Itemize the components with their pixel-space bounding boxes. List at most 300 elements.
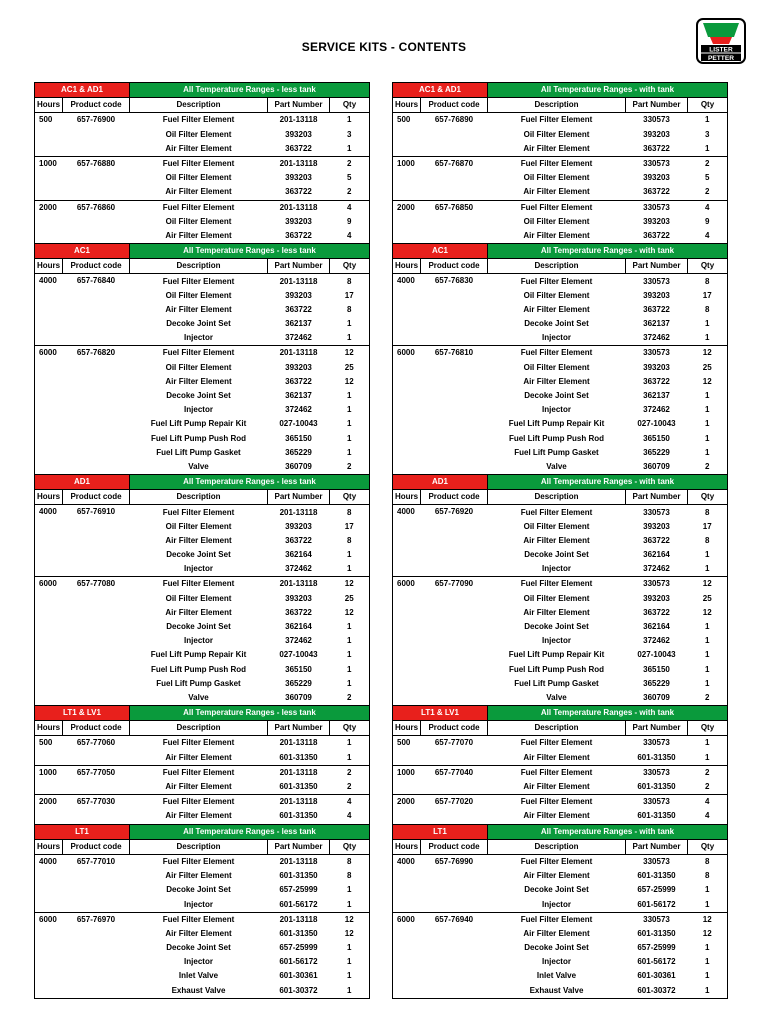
part-number-cell: 201-13118: [268, 156, 330, 171]
section-band: [393, 824, 728, 839]
qty-cell: 2: [330, 460, 370, 475]
temperature-range-label: All Temperature Ranges - less tank: [130, 475, 370, 490]
product-code-cell: 657-76990: [434, 856, 474, 866]
hours-header: Hours: [393, 839, 421, 854]
part-number-cell: 372462: [643, 636, 670, 646]
description-cell: Air Filter Element: [523, 535, 590, 545]
qty-cell: 8: [688, 505, 728, 520]
description-cell: Fuel Lift Pump Gasket: [156, 678, 241, 688]
description-cell: Oil Filter Element: [165, 521, 232, 531]
part-number-cell: 365150: [643, 664, 670, 674]
part-number-cell: 330573: [643, 507, 670, 517]
table-row: [35, 854, 370, 869]
description-cell: Air Filter Element: [523, 376, 590, 386]
qty-cell: 2: [688, 460, 728, 475]
part-number-header: Part Number: [268, 721, 330, 736]
description-cell: Fuel Filter Element: [130, 795, 268, 810]
page-title: SERVICE KITS - CONTENTS: [301, 40, 467, 54]
qty-cell: 1: [688, 897, 728, 912]
qty-cell: 1: [688, 142, 728, 157]
description-cell: Oil Filter Element: [523, 129, 590, 139]
part-number-cell: 362137: [285, 319, 312, 329]
part-number-cell: 201-13118: [268, 795, 330, 810]
description-cell: Air Filter Element: [523, 187, 590, 197]
part-number-cell: 365150: [285, 664, 312, 674]
description-cell: Oil Filter Element: [523, 362, 590, 372]
part-number-cell: 027-10043: [279, 650, 318, 660]
qty-cell: 17: [688, 289, 728, 303]
product-code-cell: 657-76940: [421, 912, 488, 998]
qty-cell: 1: [688, 620, 728, 634]
part-number-cell: 363722: [285, 187, 312, 197]
section-band: [35, 824, 370, 839]
part-number-cell: 362137: [285, 391, 312, 401]
qty-cell: 1: [688, 751, 728, 766]
part-number-cell: 362137: [643, 319, 670, 329]
qty-cell: 12: [688, 606, 728, 620]
qty-cell: 1: [688, 432, 728, 446]
qty-cell: 12: [688, 927, 728, 941]
column-header-row: [393, 839, 728, 854]
hours-cell: 2000: [35, 200, 63, 244]
part-number-cell: 027-10043: [279, 419, 318, 429]
part-number-cell: 027-10043: [637, 650, 676, 660]
part-number-cell: 027-10043: [637, 419, 676, 429]
part-number-cell: 601-30361: [279, 971, 318, 981]
description-cell: Air Filter Element: [523, 607, 590, 617]
qty-cell: 17: [688, 520, 728, 534]
part-number-cell: 362164: [643, 622, 670, 632]
description-header: Description: [130, 490, 268, 505]
qty-cell: 2: [330, 185, 370, 200]
qty-cell: 12: [688, 375, 728, 389]
part-number-cell: 201-13118: [268, 765, 330, 780]
logo-icon: [696, 18, 746, 64]
qty-cell: 9: [688, 215, 728, 229]
table-row: [393, 795, 728, 810]
part-number-cell: 601-56172: [637, 957, 676, 967]
hours-cell: 1000: [393, 156, 421, 200]
qty-cell: 1: [688, 113, 728, 128]
description-cell: Decoke Joint Set: [166, 943, 231, 953]
part-number-header: Part Number: [268, 259, 330, 274]
description-cell: Air Filter Element: [523, 143, 590, 153]
qty-cell: 4: [330, 200, 370, 215]
description-cell: Injector: [542, 564, 571, 574]
description-cell: Fuel Filter Element: [130, 765, 268, 780]
description-cell: Decoke Joint Set: [166, 391, 231, 401]
part-number-cell: 601-30372: [268, 984, 330, 999]
hours-cell: 6000: [393, 346, 421, 475]
table-row: [393, 505, 728, 520]
part-number-cell: 601-30361: [637, 971, 676, 981]
qty-cell: 1: [688, 562, 728, 577]
part-number-cell: 601-56172: [279, 899, 318, 909]
part-number-cell: 360709: [268, 691, 330, 706]
part-number-cell: 360709: [285, 461, 312, 471]
hours-cell: 4000: [35, 274, 63, 346]
description-cell: Exhaust Valve: [130, 984, 268, 999]
qty-cell: 1: [330, 883, 370, 897]
hours-cell: 2000: [393, 200, 421, 244]
product-code-cell: 657-76910: [76, 507, 116, 517]
part-number-cell: 601-31350: [279, 811, 318, 821]
part-number-cell: 365229: [285, 678, 312, 688]
description-cell: Exhaust Valve: [488, 984, 626, 999]
model-label: LT1: [35, 824, 130, 839]
part-number-cell: 363722: [285, 143, 312, 153]
qty-cell: 9: [330, 215, 370, 229]
product-code-header: Product code: [421, 839, 488, 854]
hours-cell: 4000: [393, 505, 421, 577]
qty-cell: 17: [330, 289, 370, 303]
qty-cell: 25: [688, 592, 728, 606]
qty-cell: 12: [688, 346, 728, 361]
qty-cell: 12: [330, 912, 370, 927]
qty-cell: 1: [688, 403, 728, 417]
temperature-range-label: All Temperature Ranges - with tank: [488, 706, 728, 721]
description-cell: Air Filter Element: [165, 187, 232, 197]
description-cell: Air Filter Element: [165, 871, 232, 881]
kit-table-lt-lv-less-tank: [34, 705, 370, 999]
table-row: [35, 156, 370, 171]
qty-cell: 1: [330, 331, 370, 346]
hours-cell: 500: [35, 113, 63, 157]
description-cell: Fuel Filter Element: [488, 795, 626, 810]
product-code-cell: 657-77090: [421, 577, 488, 706]
part-number-cell: 372462: [285, 636, 312, 646]
qty-cell: 1: [330, 736, 370, 751]
table-row: [393, 274, 728, 289]
qty-header: Qty: [330, 490, 370, 505]
column-header-row: [35, 721, 370, 736]
part-number-cell: 393203: [643, 362, 670, 372]
description-cell: Oil Filter Element: [523, 173, 590, 183]
model-label: AC1 & AD1: [35, 83, 130, 98]
qty-cell: 4: [330, 795, 370, 810]
description-cell: Fuel Lift Pump Gasket: [514, 678, 599, 688]
description-cell: Fuel Lift Pump Repair Kit: [150, 650, 247, 660]
qty-cell: 5: [330, 171, 370, 185]
description-cell: Air Filter Element: [165, 143, 232, 153]
description-cell: Air Filter Element: [165, 607, 232, 617]
product-code-cell: 657-77010: [76, 856, 116, 866]
hours-cell: 4000: [35, 505, 63, 577]
description-cell: Decoke Joint Set: [166, 885, 231, 895]
part-number-cell: 360709: [626, 691, 688, 706]
product-code-cell: 657-77060: [76, 738, 116, 748]
hours-cell: 1000: [35, 156, 63, 200]
hours-header: Hours: [393, 259, 421, 274]
qty-cell: 1: [688, 984, 728, 999]
part-number-cell: 363722: [643, 143, 670, 153]
description-cell: Air Filter Element: [165, 230, 232, 240]
table-row: [393, 346, 728, 361]
product-code-header: Product code: [63, 839, 130, 854]
part-number-cell: 363722: [643, 230, 670, 240]
hours-cell: 6000: [35, 577, 63, 706]
kit-table-lt-lv-with-tank: [392, 705, 728, 999]
hours-cell: 4000: [393, 274, 421, 346]
model-label: AC1: [35, 244, 130, 259]
part-number-cell: 601-31350: [279, 752, 318, 762]
part-number-cell: 601-31350: [637, 811, 676, 821]
part-number-cell: 365150: [285, 433, 312, 443]
qty-cell: 1: [330, 620, 370, 634]
product-code-cell: 657-76820: [63, 346, 130, 475]
part-number-cell: 393203: [285, 173, 312, 183]
temperature-range-label: All Temperature Ranges - with tank: [488, 244, 728, 259]
product-code-cell: 657-76840: [76, 276, 116, 286]
description-cell: Valve: [488, 691, 626, 706]
description-cell: Air Filter Element: [165, 928, 232, 938]
part-number-cell: 365229: [285, 447, 312, 457]
column-header-row: [35, 259, 370, 274]
part-number-cell: 330573: [643, 856, 670, 866]
product-code-cell: 657-77020: [421, 795, 488, 824]
product-code-header: Product code: [63, 721, 130, 736]
part-number-cell: 330573: [626, 200, 688, 215]
column-header-row: [35, 98, 370, 113]
qty-cell: 1: [330, 548, 370, 562]
table-row: [35, 113, 370, 128]
qty-cell: 12: [688, 577, 728, 592]
description-cell: Injector: [542, 405, 571, 415]
hours-header: Hours: [35, 98, 63, 113]
qty-cell: 4: [330, 229, 370, 244]
part-number-cell: 393203: [285, 593, 312, 603]
description-cell: Fuel Lift Pump Gasket: [156, 447, 241, 457]
table-row: [35, 912, 370, 927]
description-cell: Air Filter Element: [165, 376, 232, 386]
description-cell: Fuel Filter Element: [520, 738, 593, 748]
part-number-header: Part Number: [268, 839, 330, 854]
description-cell: Oil Filter Element: [165, 362, 232, 372]
description-cell: Fuel Filter Element: [488, 765, 626, 780]
description-header: Description: [130, 839, 268, 854]
temperature-range-label: All Temperature Ranges - less tank: [130, 244, 370, 259]
qty-cell: 1: [688, 389, 728, 403]
description-cell: Oil Filter Element: [165, 173, 232, 183]
qty-cell: 1: [330, 897, 370, 912]
product-code-cell: 657-76870: [421, 156, 488, 200]
part-number-cell: 393203: [643, 173, 670, 183]
part-number-cell: 330573: [643, 115, 670, 125]
description-cell: Decoke Joint Set: [166, 622, 231, 632]
lister-petter-logo: [696, 18, 746, 64]
part-number-cell: 201-13118: [268, 577, 330, 592]
qty-cell: 25: [330, 592, 370, 606]
qty-cell: 12: [330, 577, 370, 592]
part-number-cell: 393203: [285, 290, 312, 300]
table-row: [35, 765, 370, 780]
part-number-cell: 657-25999: [279, 943, 318, 953]
qty-cell: 12: [688, 912, 728, 927]
part-number-cell: 601-31350: [279, 928, 318, 938]
qty-cell: 1: [330, 562, 370, 577]
description-cell: Fuel Filter Element: [520, 115, 593, 125]
part-number-cell: 601-31350: [637, 752, 676, 762]
part-number-cell: 393203: [643, 216, 670, 226]
product-code-cell: 657-76880: [63, 156, 130, 200]
part-number-cell: 363722: [643, 607, 670, 617]
description-cell: Air Filter Element: [165, 304, 232, 314]
qty-cell: 8: [688, 303, 728, 317]
part-number-cell: 201-13118: [279, 276, 318, 286]
description-cell: Fuel Filter Element: [130, 346, 268, 361]
part-number-cell: 363722: [643, 187, 670, 197]
description-cell: Injector: [184, 636, 213, 646]
qty-cell: 1: [330, 751, 370, 766]
description-cell: Oil Filter Element: [165, 216, 232, 226]
description-cell: Valve: [546, 461, 567, 471]
part-number-cell: 372462: [285, 405, 312, 415]
hours-cell: 500: [393, 113, 421, 157]
hours-header: Hours: [35, 259, 63, 274]
table-row: [35, 200, 370, 215]
part-number-cell: 363722: [285, 607, 312, 617]
hours-cell: 6000: [393, 912, 421, 998]
description-cell: Injector: [542, 636, 571, 646]
description-cell: Fuel Filter Element: [488, 200, 626, 215]
part-number-header: Part Number: [626, 490, 688, 505]
description-cell: Valve: [188, 461, 209, 471]
description-cell: Fuel Lift Pump Push Rod: [508, 664, 605, 674]
qty-cell: 1: [688, 941, 728, 955]
description-cell: Valve: [130, 691, 268, 706]
description-cell: Fuel Filter Element: [130, 577, 268, 592]
description-cell: Air Filter Element: [165, 752, 232, 762]
part-number-cell: 330573: [643, 738, 670, 748]
product-code-cell: 657-77050: [63, 765, 130, 794]
hours-cell: 6000: [35, 912, 63, 998]
qty-cell: 2: [688, 156, 728, 171]
qty-header: Qty: [330, 839, 370, 854]
part-number-cell: 372462: [643, 333, 670, 343]
part-number-cell: 393203: [285, 521, 312, 531]
qty-cell: 1: [330, 677, 370, 691]
temperature-range-label: All Temperature Ranges - with tank: [488, 475, 728, 490]
qty-cell: 8: [330, 854, 370, 869]
description-cell: Fuel Filter Element: [488, 346, 626, 361]
part-number-cell: 601-31350: [637, 928, 676, 938]
table-row: [393, 854, 728, 869]
hours-cell: 4000: [393, 854, 421, 912]
description-header: Description: [488, 490, 626, 505]
part-number-header: Part Number: [626, 721, 688, 736]
part-number-cell: 372462: [285, 564, 312, 574]
qty-cell: 1: [330, 634, 370, 648]
qty-cell: 1: [330, 417, 370, 431]
description-cell: Decoke Joint Set: [524, 550, 589, 560]
part-number-cell: 362164: [643, 550, 670, 560]
qty-cell: 2: [688, 691, 728, 706]
table-row: [35, 274, 370, 289]
qty-cell: 1: [688, 883, 728, 897]
part-number-cell: 362164: [285, 622, 312, 632]
qty-cell: 17: [330, 520, 370, 534]
section-band: [393, 706, 728, 721]
kit-table-ac-ad-less-tank: [34, 82, 370, 706]
description-cell: Fuel Lift Pump Push Rod: [508, 433, 605, 443]
model-label: AD1: [35, 475, 130, 490]
qty-header: Qty: [330, 98, 370, 113]
description-cell: Fuel Lift Pump Repair Kit: [508, 650, 605, 660]
qty-cell: 1: [688, 417, 728, 431]
product-code-header: Product code: [63, 98, 130, 113]
table-row: [393, 156, 728, 171]
description-cell: Decoke Joint Set: [166, 550, 231, 560]
qty-cell: 12: [330, 375, 370, 389]
qty-cell: 1: [688, 969, 728, 983]
part-number-cell: 393203: [285, 216, 312, 226]
column-header-row: [393, 490, 728, 505]
description-cell: Fuel Filter Element: [488, 156, 626, 171]
qty-cell: 8: [330, 505, 370, 520]
part-number-cell: 393203: [643, 521, 670, 531]
qty-cell: 1: [330, 663, 370, 677]
hours-header: Hours: [393, 98, 421, 113]
qty-cell: 1: [688, 331, 728, 346]
qty-cell: 2: [330, 691, 370, 706]
part-number-cell: 365229: [643, 447, 670, 457]
qty-cell: 4: [688, 200, 728, 215]
hours-cell: 1000: [35, 765, 63, 794]
part-number-cell: 363722: [643, 535, 670, 545]
product-code-header: Product code: [421, 490, 488, 505]
qty-cell: 2: [688, 765, 728, 780]
section-band: [393, 244, 728, 259]
hours-cell: 500: [393, 736, 421, 765]
part-number-cell: 330573: [626, 577, 688, 592]
qty-cell: 1: [330, 389, 370, 403]
qty-cell: 1: [688, 736, 728, 751]
description-cell: Fuel Filter Element: [488, 912, 626, 927]
table-row: [393, 577, 728, 592]
part-number-header: Part Number: [268, 98, 330, 113]
description-cell: Injector: [184, 333, 213, 343]
part-number-cell: 201-13118: [268, 912, 330, 927]
part-number-cell: 330573: [643, 276, 670, 286]
description-cell: Injector: [184, 899, 213, 909]
logo-text-line2: PETTER: [707, 54, 735, 62]
product-code-cell: 657-76850: [421, 200, 488, 244]
qty-cell: 1: [330, 446, 370, 460]
description-header: Description: [488, 259, 626, 274]
column-header-row: [393, 721, 728, 736]
part-number-cell: 330573: [626, 795, 688, 810]
qty-cell: 4: [688, 795, 728, 810]
qty-cell: 8: [330, 534, 370, 548]
description-cell: Fuel Filter Element: [130, 200, 268, 215]
qty-cell: 2: [688, 780, 728, 795]
qty-cell: 1: [330, 317, 370, 331]
product-code-cell: 657-77080: [63, 577, 130, 706]
model-label: LT1: [393, 824, 488, 839]
part-number-cell: 363722: [643, 304, 670, 314]
qty-cell: 1: [330, 113, 370, 128]
temperature-range-label: All Temperature Ranges - less tank: [130, 83, 370, 98]
description-cell: Decoke Joint Set: [524, 319, 589, 329]
table-row: [393, 912, 728, 927]
description-cell: Fuel Filter Element: [520, 507, 593, 517]
part-number-cell: 201-13118: [279, 856, 318, 866]
qty-header: Qty: [688, 839, 728, 854]
description-cell: Oil Filter Element: [165, 593, 232, 603]
table-row: [35, 346, 370, 361]
product-code-cell: 657-76830: [434, 276, 474, 286]
logo-text-line1: LISTER: [709, 46, 733, 54]
